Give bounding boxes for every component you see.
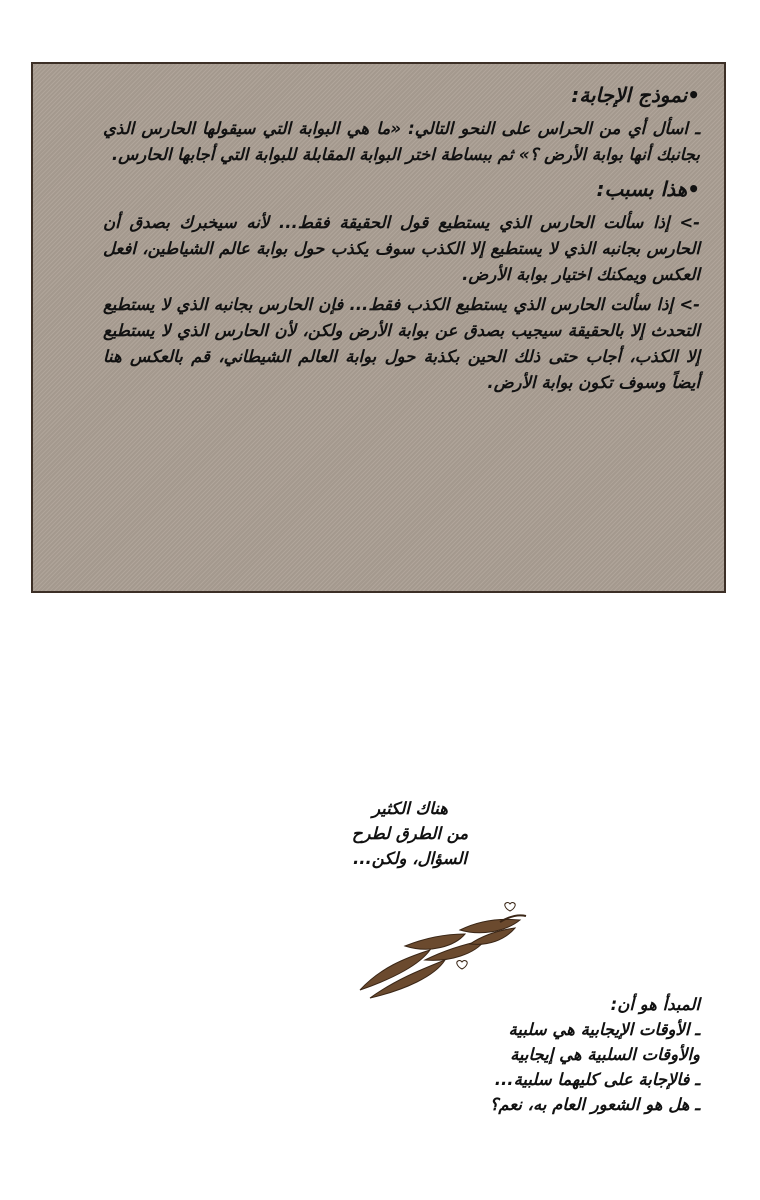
caption-line: هناك الكثير [372,799,448,818]
principle-text [400,992,720,1117]
answer-title: نموذج الإجابة: [571,83,688,107]
answer-heading: •نموذج الإجابة: [571,83,700,107]
principle-line: ـ هل هو الشعور العام به، نعم؟ [489,1095,700,1114]
caption-line: من الطرق لطرح [351,824,469,843]
reason-lie-text: -> إذا سألت الحارس الذي يستطيع الكذب فقط... فإن الحارس بجانبه الذي لا يستطيع التحدث إلا بالحقيقة سيجيب بصدق عن بوابة الأرض ولكن، لأن الحارس الذي لا يستطيع إلا الكذب، أجاب حتى ذلك الحين بكذبة حول بوابة العالم الشيطاني، قم بالعكس هنا أيضاً وسوف تكون بوابة الأرض. [103,295,700,392]
answer-box-content [103,80,700,400]
heart-icon [457,961,467,969]
reasons-heading: •هذا بسبب: [596,177,700,201]
principle-line: المبدأ هو أن: [610,995,700,1014]
principle-line: ـ الأوقات الإيجابية هي سلبية [508,1020,700,1039]
caption-line: السؤال، ولكن... [353,849,467,868]
heart-icon [505,903,515,911]
instruction-text: ـ اسأل أي من الحراس على النحو التالي: «ما هي البوابة التي سيقولها الحارس الذي بجانبك أنها بوابة الأرض ؟» ثم ببساطة اختر البوابة المقابلة للبوابة التي أجابها الحارس. [103,119,700,164]
answer-box [31,62,726,593]
reason-truth-text: -> إذا سألت الحارس الذي يستطيع قول الحقيقة فقط... لأنه سيخبرك بصدق أن الحارس بجانبه الذي لا يستطيع إلا الكذب سوف يكذب حول بوابة عالم الشياطين، افعل العكس ويمكنك اختيار بوابة الأرض. [103,213,700,284]
principle-line: ـ فالإجابة على كليهما سلبية... [494,1070,700,1089]
caption-text [300,796,520,871]
principle-line: والأوقات السلبية هي إيجابية [510,1045,700,1064]
reasons-title: هذا بسبب: [596,177,688,201]
